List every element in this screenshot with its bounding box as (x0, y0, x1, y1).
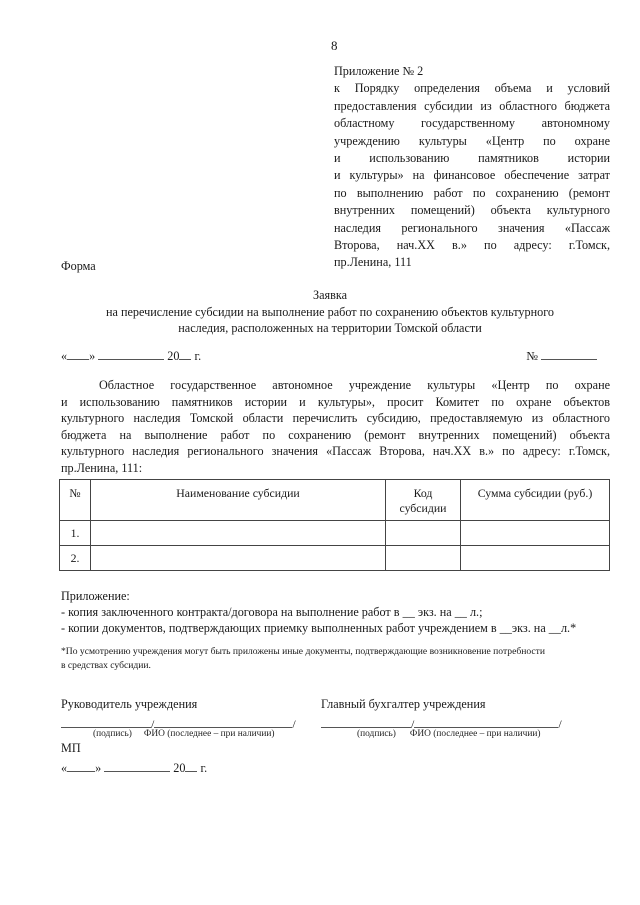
accountant-signature-field[interactable] (321, 715, 411, 728)
appendix-line: и использованию памятников истории (334, 150, 610, 165)
slash: / (411, 717, 415, 731)
appendix-line: наследия регионального значения «Пассаж (334, 220, 610, 235)
paragraph-line: культурного наследия регионального значения «Пассаж Второва, нач.XX в.» по адресу: г.Томск, (61, 444, 610, 459)
appendix-header (334, 63, 610, 272)
close-quote: » (95, 761, 102, 775)
header-code-line-1: Код (413, 486, 433, 500)
attachments-section (61, 588, 621, 637)
accountant-name-caption: ФИО (последнее – при наличии) (409, 729, 541, 739)
head-signature-block (61, 697, 296, 741)
number-field[interactable] (541, 347, 597, 360)
header-subsidy-name: Наименование субсидии (91, 480, 386, 521)
header-subsidy-code (386, 480, 461, 521)
year-suffix: г. (200, 761, 208, 775)
appendix-line: Второва, нач.XX в.» по адресу: г.Томск, (334, 237, 610, 252)
document-title (60, 287, 600, 337)
title-line-2: наследия, расположенных на территории Томской области (178, 321, 482, 335)
accountant-label: Главный бухгалтер учреждения (321, 697, 486, 711)
appendix-line: внутренних помещений) объекта культурного (334, 203, 610, 218)
attachment-item: - копии документов, подтверждающих приемку выполненных работ учреждением в __экз. на __л.* (61, 621, 577, 636)
header-number: № (60, 480, 91, 521)
application-number (526, 347, 597, 364)
day-field[interactable] (67, 759, 95, 772)
cell-number: 2. (60, 546, 91, 571)
cell-subsidy-sum[interactable] (461, 521, 610, 546)
appendix-line: к Порядку определения объема и условий (334, 81, 610, 96)
form-label: Форма (61, 259, 96, 273)
cell-subsidy-code[interactable] (386, 546, 461, 571)
year-suffix: г. (194, 349, 202, 363)
head-signature-field[interactable] (61, 715, 151, 728)
cell-subsidy-name[interactable] (91, 546, 386, 571)
paragraph-line: культурного наследия Томской области перечислить субсидию, предоставляемую из областного (61, 411, 610, 426)
title-line-1: на перечисление субсидии на выполнение работ по сохранению объектов культурного (105, 304, 555, 319)
appendix-title: Приложение № 2 (334, 64, 424, 78)
cell-subsidy-sum[interactable] (461, 546, 610, 571)
paragraph-line: бюджета на выполнение работ по сохранению (ремонт внутренних помещений) объекта (61, 427, 610, 442)
slash: / (292, 717, 296, 731)
application-date-row (61, 347, 601, 365)
year-field[interactable] (179, 347, 191, 360)
year-prefix: 20 (167, 349, 180, 363)
open-quote: « (61, 761, 68, 775)
appendix-line: областному государственному автономному (334, 116, 610, 131)
paragraph-line: Областное государственное автономное учреждение культуры «Центр по охране (99, 378, 610, 392)
table-row (60, 521, 610, 546)
table-header-row (60, 480, 610, 521)
accountant-signature-caption: (подпись) (357, 729, 396, 739)
year-field[interactable] (185, 759, 197, 772)
footnote-line-2: в средствах субсидии. (61, 660, 151, 671)
appendix-line: предоставления субсидии из областного бюджета (334, 98, 610, 113)
header-subsidy-sum: Сумма субсидии (руб.) (461, 480, 610, 521)
month-field[interactable] (98, 347, 164, 360)
footnote-line-1: *По усмотрению учреждения могут быть приложены иные документы, подтверждающие возникновение потребности (61, 646, 545, 657)
paragraph-line: и использованию памятников истории и культуры», просит Комитет по охране объектов (61, 394, 610, 409)
table-row (60, 546, 610, 571)
appendix-line: по выполнению работ по сохранению (ремонт (334, 185, 610, 200)
accountant-signature-block (321, 697, 562, 741)
signature-date-row (61, 759, 207, 776)
head-name-field[interactable] (154, 715, 292, 728)
year-prefix: 20 (173, 761, 186, 775)
slash: / (558, 717, 562, 731)
title-main: Заявка (312, 288, 348, 302)
number-label: № (526, 349, 538, 363)
day-field[interactable] (67, 347, 89, 360)
month-field[interactable] (104, 759, 170, 772)
cell-subsidy-name[interactable] (91, 521, 386, 546)
attachments-heading: Приложение: (61, 589, 130, 603)
subsidy-table (59, 479, 610, 571)
head-label: Руководитель учреждения (61, 697, 198, 711)
slash: / (151, 717, 155, 731)
cell-number: 1. (60, 521, 91, 546)
paragraph-line: пр.Ленина, 111: (61, 460, 143, 475)
stamp-label: МП (61, 741, 81, 755)
appendix-line: и культуры» на финансовое обеспечение затрат (334, 168, 610, 183)
head-name-caption: ФИО (последнее – при наличии) (143, 729, 275, 739)
attachment-item: - копия заключенного контракта/договора на выполнение работ в __ экз. на __ л.; (61, 605, 483, 620)
appendix-line: учреждению культуры «Центр по охране (334, 133, 610, 148)
accountant-name-field[interactable] (414, 715, 558, 728)
footnote (61, 645, 613, 673)
open-quote: « (61, 349, 68, 363)
request-paragraph (61, 377, 610, 477)
header-code-line-2: субсидии (399, 501, 447, 515)
page-number: 8 (331, 38, 338, 53)
cell-subsidy-code[interactable] (386, 521, 461, 546)
appendix-line: пр.Ленина, 111 (334, 255, 412, 270)
head-signature-caption: (подпись) (93, 729, 132, 739)
close-quote: » (89, 349, 96, 363)
